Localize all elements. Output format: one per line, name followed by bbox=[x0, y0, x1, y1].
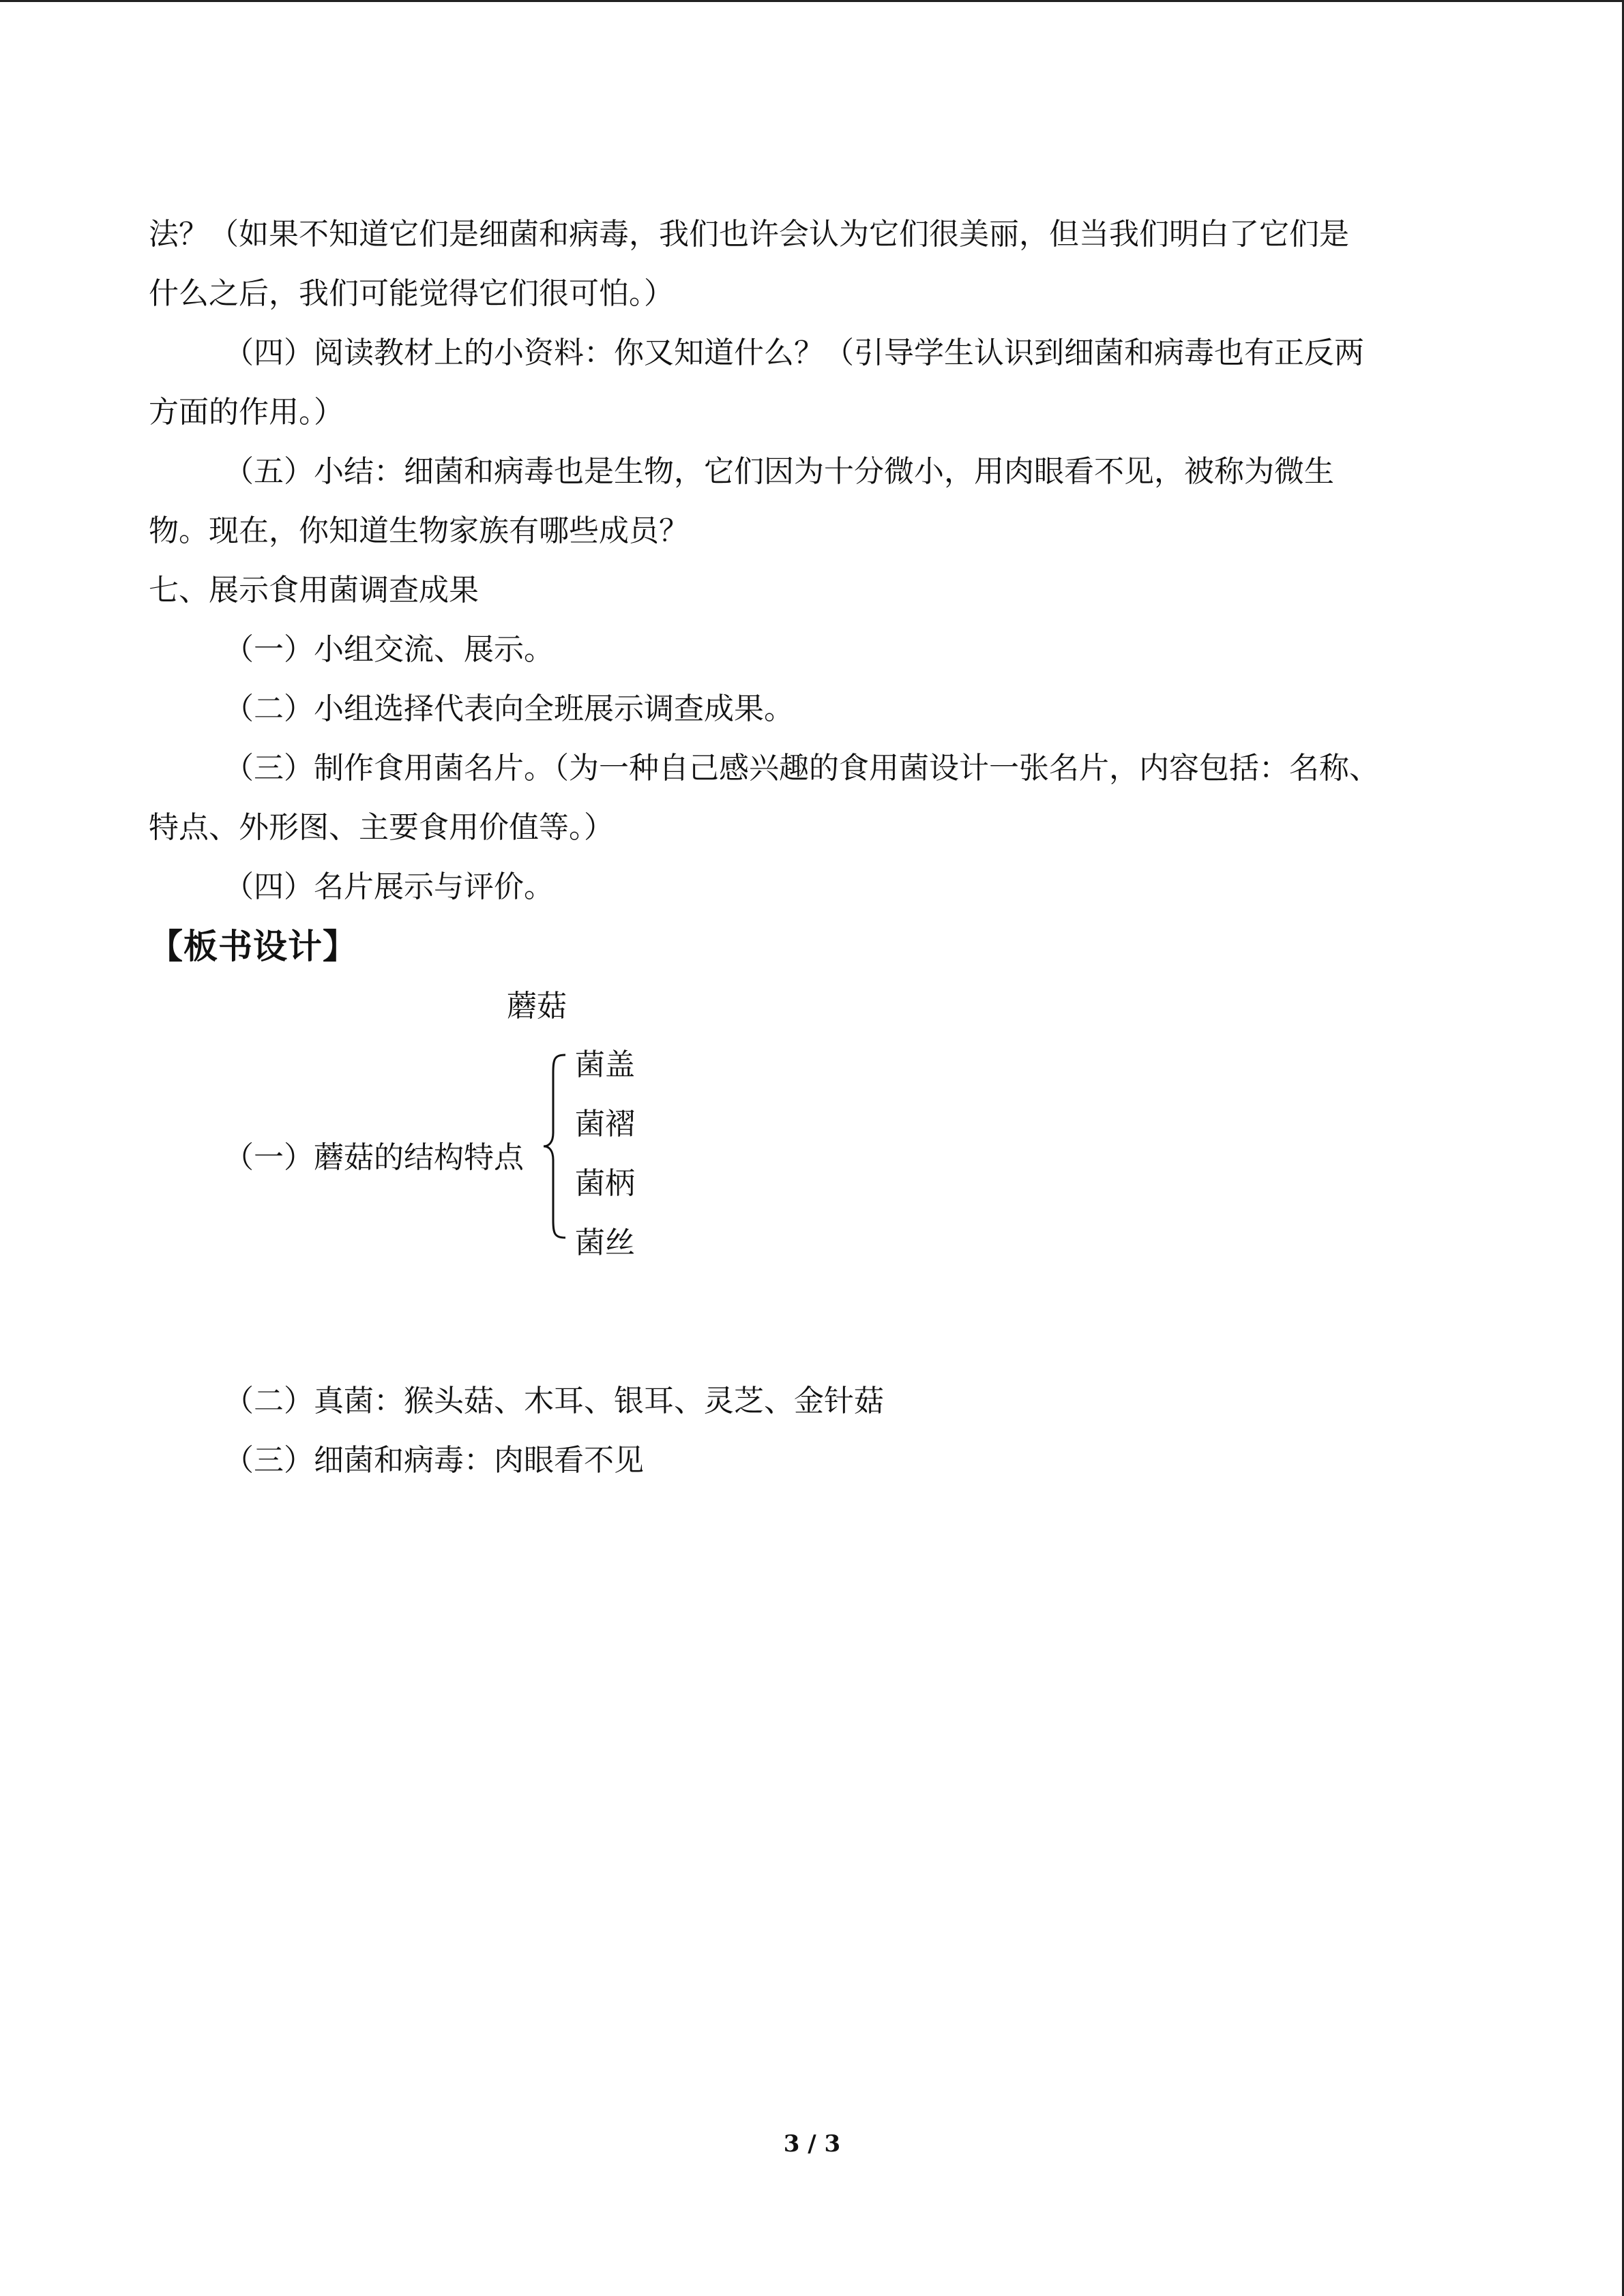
paragraph-line: （四）名片展示与评价。 bbox=[224, 869, 554, 904]
part-stem: 菌柄 bbox=[575, 1166, 635, 1201]
paragraph-line: 特点、外形图、主要食用价值等。） bbox=[149, 810, 614, 845]
top-border bbox=[0, 0, 1624, 2]
part-mycelium: 菌丝 bbox=[575, 1225, 635, 1260]
paragraph-line: 法？（如果不知道它们是细菌和病毒，我们也许会认为它们很美丽，但当我们明白了它们是 bbox=[149, 217, 1349, 252]
fungi-line: （二）真菌：猴头菇、木耳、银耳、灵芝、金针菇 bbox=[224, 1384, 884, 1418]
page-number: 3 / 3 bbox=[783, 2130, 841, 2158]
board-diagram bbox=[149, 976, 1465, 1371]
board-title: 蘑菇 bbox=[507, 989, 567, 1024]
paragraph-line: （二）小组选择代表向全班展示调查成果。 bbox=[224, 691, 794, 726]
paragraph-line: （五）小结：细菌和病毒也是生物，它们因为十分微小，用肉眼看不见，被称为微生 bbox=[224, 454, 1334, 489]
board-design-heading: 【板书设计】 bbox=[149, 926, 357, 966]
part-gills: 菌褶 bbox=[575, 1107, 635, 1142]
paragraph-line: （三）制作食用菌名片。（为一种自己感兴趣的食用菌设计一张名片，内容包括：名称、 bbox=[224, 751, 1379, 786]
page-content bbox=[149, 205, 1465, 1490]
bacteria-line: （三）细菌和病毒：肉眼看不见 bbox=[224, 1443, 644, 1478]
paragraph-line: 物。现在，你知道生物家族有哪些成员？ bbox=[149, 513, 689, 548]
part-cap: 菌盖 bbox=[575, 1047, 635, 1082]
paragraph-line: （四）阅读教材上的小资料：你又知道什么？（引导学生认识到细菌和病毒也有正反两 bbox=[224, 336, 1364, 370]
paragraph-line: 方面的作用。） bbox=[149, 395, 344, 430]
structure-label: （一）蘑菇的结构特点 bbox=[224, 1140, 524, 1175]
section-title-seven: 七、展示食用菌调查成果 bbox=[149, 573, 479, 608]
paragraph-line: （一）小组交流、展示。 bbox=[224, 632, 554, 667]
paragraph-line: 什么之后，我们可能觉得它们很可怕。） bbox=[149, 276, 674, 311]
curly-brace-icon bbox=[541, 1052, 568, 1240]
